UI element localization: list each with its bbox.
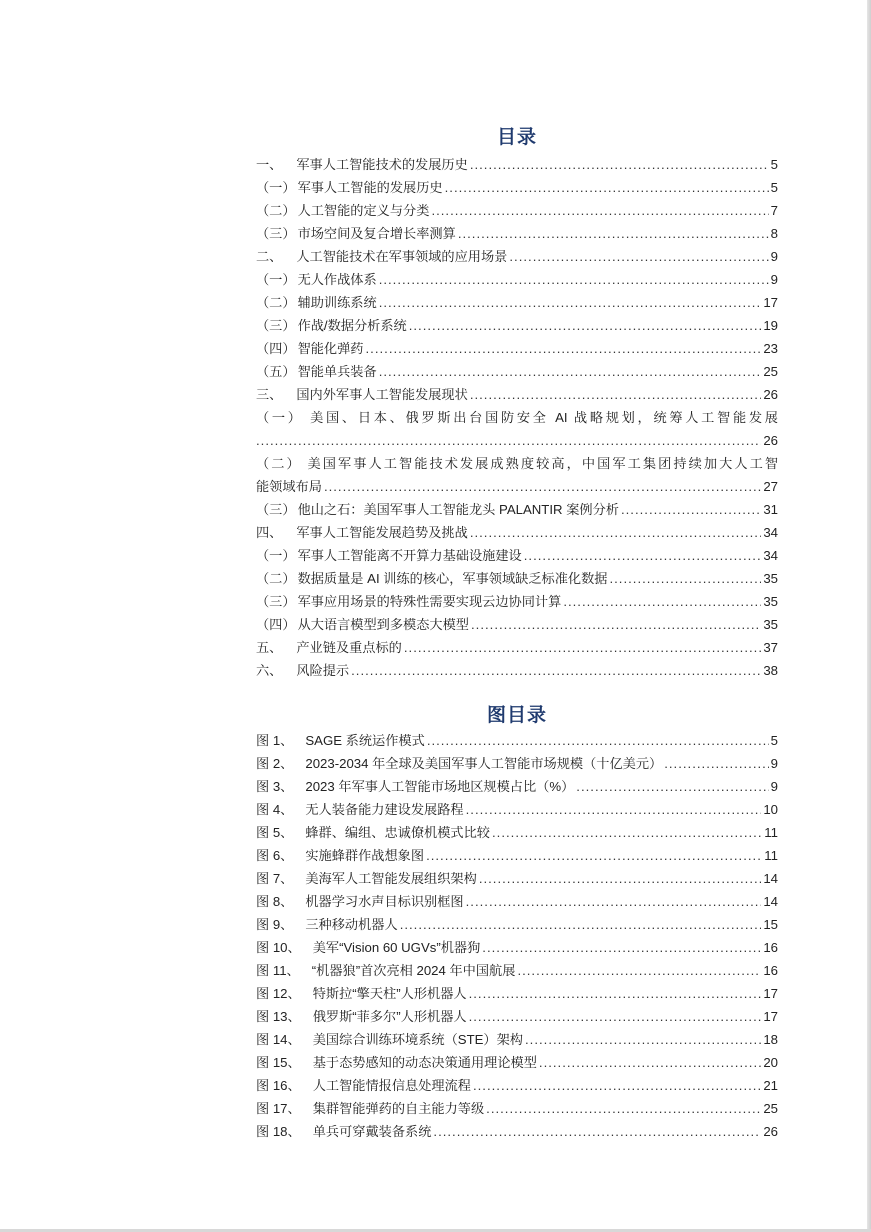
figure-entry-title: 无人装备能力建设发展路程 [305, 802, 464, 817]
figure-entry-page: 10 [763, 802, 778, 817]
toc-entry-page: 38 [763, 663, 778, 678]
figure-list-heading: 图目录 [486, 705, 547, 726]
toc-entry-page: 31 [763, 502, 778, 517]
dot-leader [466, 798, 762, 821]
figure-entry-number: 图 10、 [256, 940, 301, 955]
figure-entry-title: 美海军人工智能发展组织架构 [305, 871, 477, 886]
dot-leader [400, 913, 762, 936]
figure-entry-title: 俄罗斯“菲多尔”人形机器人 [312, 1009, 467, 1024]
dot-leader [431, 199, 768, 222]
toc-entry[interactable] [256, 291, 778, 314]
figure-entry-page: 9 [770, 779, 778, 794]
figure-entry-number: 图 18、 [256, 1124, 301, 1139]
toc-entry-page: 5 [770, 180, 778, 195]
dot-leader [256, 429, 761, 452]
figure-entry[interactable] [256, 775, 778, 798]
toc-entry[interactable] [256, 406, 778, 452]
figure-entry-page: 25 [763, 1101, 778, 1116]
figure-entry-number: 图 2、 [256, 756, 294, 771]
toc-entry[interactable] [256, 360, 778, 383]
toc-entry-title: 人工智能技术在军事领域的应用场景 [296, 249, 508, 264]
figure-entry-page: 20 [763, 1055, 778, 1070]
toc-entry-title: 美国、日本、俄罗斯出台国防安全 AI 战略规划，统筹人工智能发展 [310, 410, 778, 425]
toc-entry-title: 国内外军事人工智能发展现状 [296, 387, 468, 402]
toc-entry-page: 26 [763, 387, 778, 402]
figure-entry-page: 11 [764, 848, 778, 863]
figure-entry-number: 图 14、 [256, 1032, 301, 1047]
figure-entry-page: 9 [770, 756, 778, 771]
figure-entry[interactable] [256, 752, 778, 775]
dot-leader [366, 337, 762, 360]
toc-entry[interactable] [256, 176, 778, 199]
toc-entry-number: （一） [256, 410, 304, 425]
dot-leader [525, 1028, 761, 1051]
figure-entry-page: 26 [763, 1124, 778, 1139]
toc-entry-number: （三） [256, 502, 296, 517]
figure-entry-title: SAGE 系统运作模式 [305, 733, 425, 748]
toc-entry[interactable] [256, 245, 778, 268]
toc-entry-page: 19 [763, 318, 778, 333]
figure-entry-number: 图 9、 [256, 917, 294, 932]
toc-entry-number: （四） [256, 617, 296, 632]
toc-entry-number: （五） [256, 364, 296, 379]
figure-entry-number: 图 8、 [256, 894, 294, 909]
toc-entry-number: （一） [256, 180, 296, 195]
dot-leader [324, 475, 761, 498]
toc-entry-number: 四、 [256, 525, 283, 540]
figure-entry-title: 基于态势感知的动态决策通用理论模型 [312, 1055, 537, 1070]
dot-leader [509, 245, 768, 268]
dot-leader [466, 890, 762, 913]
figure-entry-title: 特斯拉“擎天柱”人形机器人 [312, 986, 467, 1001]
dot-leader [427, 729, 769, 752]
dot-leader [563, 590, 761, 613]
toc-entry-title: 他山之石：美国军事人工智能龙头 PALANTIR 案例分析 [297, 502, 619, 517]
figure-entry-title: 2023-2034 年全球及美国军事人工智能市场规模（十亿美元） [305, 756, 663, 771]
toc-entry-number: （一） [256, 548, 296, 563]
figure-entry-title: 2023 年军事人工智能市场地区规模占比（%） [305, 779, 575, 794]
toc-entry[interactable] [256, 222, 778, 245]
figure-entry[interactable] [256, 982, 778, 1005]
toc-entry-title: 作战/数据分析系统 [297, 318, 407, 333]
figure-entry-title: 实施蜂群作战想象图 [305, 848, 425, 863]
figure-entry-title: 单兵可穿戴装备系统 [312, 1124, 432, 1139]
figure-entry[interactable] [256, 1005, 778, 1028]
dot-leader [664, 752, 768, 775]
figure-entry-page: 15 [763, 917, 778, 932]
toc-entry-number: 三、 [256, 387, 283, 402]
toc-entry[interactable] [256, 613, 778, 636]
dot-leader [539, 1051, 761, 1074]
figure-entry[interactable] [256, 821, 778, 844]
toc-entry-page: 9 [770, 272, 778, 287]
figure-entry[interactable] [256, 729, 778, 752]
toc-entry-title: 智能单兵装备 [297, 364, 377, 379]
toc-entry-title: 辅助训练系统 [297, 295, 377, 310]
toc-entry-page: 27 [763, 479, 778, 494]
figure-entry-page: 17 [763, 986, 778, 1001]
dot-leader [379, 268, 769, 291]
toc-entry-title: 军事应用场景的特殊性需要实现云边协同计算 [297, 594, 562, 609]
page-edge [867, 0, 871, 1232]
toc-entry-number: 一、 [256, 157, 283, 172]
figure-entry-page: 14 [763, 894, 778, 909]
dot-leader [404, 636, 761, 659]
toc-entry-page: 35 [763, 594, 778, 609]
toc-list [256, 153, 778, 682]
toc-entry-title: 风险提示 [296, 663, 350, 678]
dot-leader [458, 222, 769, 245]
toc-entry-number: 二、 [256, 249, 283, 264]
dot-leader [351, 659, 761, 682]
dot-leader [409, 314, 762, 337]
toc-entry-page: 35 [763, 571, 778, 586]
toc-entry-number: 六、 [256, 663, 283, 678]
dot-leader [469, 1005, 762, 1028]
dot-leader [469, 982, 762, 1005]
figure-entry-number: 图 16、 [256, 1078, 301, 1093]
figure-entry[interactable] [256, 1120, 778, 1143]
figure-entry-page: 16 [763, 940, 778, 955]
toc-entry-title: 数据质量是 AI 训练的核心，军事领域缺乏标准化数据 [297, 571, 608, 586]
figure-entry-page: 17 [763, 1009, 778, 1024]
figure-entry-title: 美军“Vision 60 UGVs”机器狗 [312, 940, 481, 955]
figure-entry-page: 21 [763, 1078, 778, 1093]
toc-entry-page: 25 [763, 364, 778, 379]
figure-entry[interactable] [256, 936, 778, 959]
figure-entry-page: 5 [770, 733, 778, 748]
figure-entry-number: 图 11、 [256, 963, 300, 978]
toc-entry[interactable] [256, 337, 778, 360]
figure-list [256, 729, 778, 1143]
toc-entry[interactable] [256, 498, 778, 521]
figure-entry[interactable] [256, 1028, 778, 1051]
toc-entry-title: 美国军事人工智能技术发展成熟度较高，中国军工集团持续加大人工智 [307, 456, 779, 471]
toc-entry[interactable] [256, 659, 778, 682]
figure-entry[interactable] [256, 798, 778, 821]
dot-leader [492, 821, 762, 844]
dot-leader [609, 567, 761, 590]
dot-leader [576, 775, 768, 798]
toc-entry-number: （二） [256, 571, 296, 586]
toc-entry[interactable] [256, 383, 778, 406]
figure-entry-page: 16 [763, 963, 778, 978]
toc-entry-title: 产业链及重点标的 [296, 640, 402, 655]
toc-entry-title-continued: 能领域布局 [256, 479, 322, 494]
figure-entry[interactable] [256, 1097, 778, 1120]
figure-entry[interactable] [256, 913, 778, 936]
figure-entry-title: 人工智能情报信息处理流程 [312, 1078, 471, 1093]
toc-entry[interactable] [256, 153, 778, 176]
toc-entry-title: 从大语言模型到多模态大模型 [297, 617, 469, 632]
figure-entry-title: 蜂群、编组、忠诚僚机模式比较 [305, 825, 490, 840]
figure-entry-title: 机器学习水声目标识别框图 [305, 894, 464, 909]
figure-entry[interactable] [256, 1051, 778, 1074]
toc-entry-page: 9 [770, 249, 778, 264]
toc-entry-page: 35 [763, 617, 778, 632]
figure-entry-page: 11 [764, 825, 778, 840]
toc-entry-title: 军事人工智能离不开算力基础设施建设 [297, 548, 522, 563]
figure-entry-number: 图 4、 [256, 802, 294, 817]
toc-entry-title: 人工智能的定义与分类 [297, 203, 430, 218]
figure-entry-number: 图 1、 [256, 733, 294, 748]
toc-entry-number: （一） [256, 272, 296, 287]
toc-entry-page: 8 [770, 226, 778, 241]
toc-entry-page: 37 [763, 640, 778, 655]
figure-entry[interactable] [256, 1074, 778, 1097]
toc-entry[interactable] [256, 521, 778, 544]
dot-leader [486, 1097, 761, 1120]
figure-entry-number: 图 13、 [256, 1009, 301, 1024]
dot-leader [433, 1120, 761, 1143]
toc-entry-number: 五、 [256, 640, 283, 655]
figure-entry-number: 图 7、 [256, 871, 294, 886]
figure-entry-title: 集群智能弹药的自主能力等级 [312, 1101, 485, 1116]
dot-leader [621, 498, 761, 521]
figure-entry-page: 14 [763, 871, 778, 886]
figure-entry[interactable] [256, 890, 778, 913]
toc-entry-page: 5 [770, 157, 778, 172]
dot-leader [426, 844, 762, 867]
toc-entry-number: （二） [256, 203, 296, 218]
toc-entry-number: （三） [256, 318, 296, 333]
toc-entry-page: 17 [763, 295, 778, 310]
figure-entry-number: 图 17、 [256, 1101, 301, 1116]
figure-entry-number: 图 6、 [256, 848, 294, 863]
toc-entry[interactable] [256, 268, 778, 291]
toc-entry[interactable] [256, 314, 778, 337]
dot-leader [379, 360, 762, 383]
toc-entry[interactable] [256, 199, 778, 222]
toc-entry-number: （二） [256, 456, 302, 471]
toc-entry-title: 军事人工智能发展趋势及挑战 [296, 525, 468, 540]
dot-leader [445, 176, 769, 199]
toc-entry-title: 军事人工智能的发展历史 [297, 180, 443, 195]
figure-entry[interactable] [256, 867, 778, 890]
toc-entry-title: 智能化弹药 [297, 341, 364, 356]
figure-entry[interactable] [256, 844, 778, 867]
toc-entry-page: 23 [763, 341, 778, 356]
toc-heading: 目录 [496, 127, 537, 148]
figure-entry-title: “机器狼”首次亮相 2024 年中国航展 [311, 963, 516, 978]
toc-entry-title: 无人作战体系 [297, 272, 377, 287]
dot-leader [473, 1074, 761, 1097]
figure-entry-title: 美国综合训练环境系统（STE）架构 [312, 1032, 523, 1047]
figure-entry-number: 图 15、 [256, 1055, 301, 1070]
toc-entry[interactable] [256, 544, 778, 567]
toc-entry-page: 34 [763, 525, 778, 540]
dot-leader [470, 521, 762, 544]
toc-entry-number: （三） [256, 594, 296, 609]
toc-entry[interactable] [256, 567, 778, 590]
figure-entry-number: 图 12、 [256, 986, 301, 1001]
toc-entry-number: （二） [256, 295, 296, 310]
dot-leader [517, 959, 761, 982]
dot-leader [482, 936, 761, 959]
toc-entry-title: 军事人工智能技术的发展历史 [296, 157, 468, 172]
toc-entry-title: 市场空间及复合增长率测算 [297, 226, 456, 241]
toc-entry-page: 34 [763, 548, 778, 563]
figure-entry-title: 三种移动机器人 [305, 917, 398, 932]
dot-leader [524, 544, 762, 567]
dot-leader [470, 153, 769, 176]
toc-entry-page: 7 [770, 203, 778, 218]
figure-entry-number: 图 3、 [256, 779, 294, 794]
toc-entry[interactable] [256, 636, 778, 659]
toc-entry[interactable] [256, 590, 778, 613]
dot-leader [479, 867, 762, 890]
figure-entry-number: 图 5、 [256, 825, 294, 840]
toc-entry-page: 26 [763, 433, 778, 448]
toc-entry[interactable] [256, 452, 778, 498]
figure-entry[interactable] [256, 959, 778, 982]
dot-leader [379, 291, 762, 314]
toc-entry-number: （三） [256, 226, 296, 241]
toc-entry-number: （四） [256, 341, 296, 356]
dot-leader [470, 383, 762, 406]
dot-leader [471, 613, 761, 636]
figure-entry-page: 18 [763, 1032, 778, 1047]
